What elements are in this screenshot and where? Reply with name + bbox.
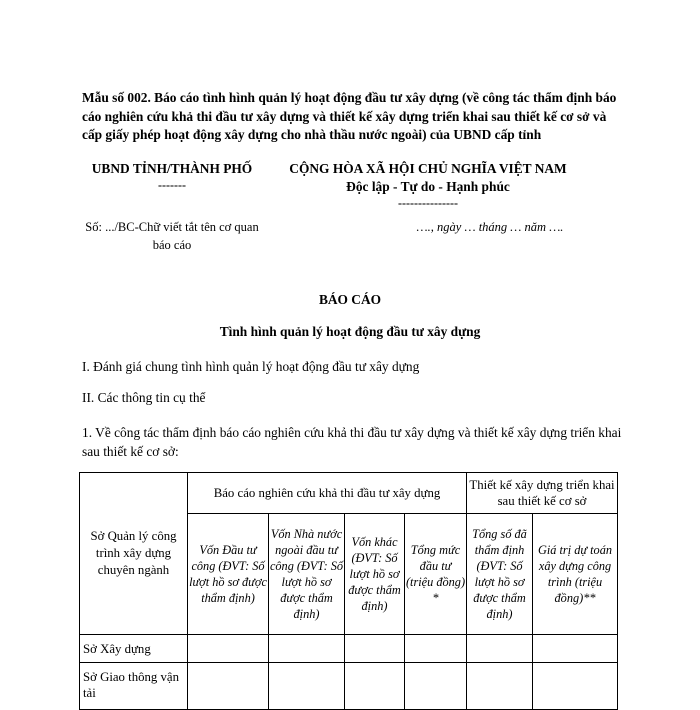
row-header-cell: Sở Quản lý công trình xây dựng chuyên ngành bbox=[80, 473, 188, 635]
table-cell bbox=[269, 663, 345, 710]
report-subheading: Tình hình quản lý hoạt động đầu tư xây dựng bbox=[219, 324, 481, 339]
other-capital-header: Vốn khác (ĐVT: Số lượt hồ sơ được thẩm định) bbox=[345, 514, 405, 635]
issuing-authority: UBND TỈNH/THÀNH PHỐ bbox=[91, 161, 253, 176]
authority-separator: ------- bbox=[158, 178, 186, 192]
table-cell bbox=[269, 635, 345, 663]
issuing-authority-block bbox=[80, 160, 264, 192]
report-heading: BÁO CÁO bbox=[318, 292, 382, 307]
non-public-state-capital-header: Vốn Nhà nước ngoài đầu tư công (ĐVT: Số lượt hồ sơ được thẩm định) bbox=[269, 514, 345, 635]
construction-estimate-header: Giá trị dự toán xây dựng công trình (triệu đồng)** bbox=[533, 514, 618, 635]
table-cell bbox=[467, 663, 533, 710]
table-cell bbox=[533, 635, 618, 663]
total-appraised-header: Tổng số đã thẩm định (ĐVT: Số lượt hồ sơ được thẩm định) bbox=[467, 514, 533, 635]
form-title: Mẫu số 002. Báo cáo tình hình quản lý hoạt động đầu tư xây dựng (về công tác thẩm định báo cáo nghiên cứu khả thi đầu tư xây dựng và thiết kế xây dựng triển khai sau thiết kế cơ sở và cấp giấy phép hoạt động xây dựng cho nhà thầu nước ngoài) của UBND cấp tỉnh bbox=[82, 90, 617, 142]
row-label: Sở Giao thông vận tải bbox=[80, 663, 188, 710]
section-general-assessment: I. Đánh giá chung tình hình quản lý hoạt động đầu tư xây dựng bbox=[82, 359, 420, 374]
table-cell bbox=[405, 663, 467, 710]
table-cell bbox=[405, 635, 467, 663]
feasibility-study-group-header: Báo cáo nghiên cứu khả thi đầu tư xây dựng bbox=[188, 473, 467, 514]
report-table bbox=[79, 472, 618, 710]
table-row bbox=[80, 635, 618, 663]
national-title: CỘNG HÒA XÃ HỘI CHỦ NGHĨA VIỆT NAM bbox=[289, 161, 567, 176]
table-cell bbox=[188, 663, 269, 710]
national-motto: Độc lập - Tự do - Hạnh phúc bbox=[346, 179, 510, 194]
item-appraisal: 1. Về công tác thẩm định báo cáo nghiên cứu khả thi đầu tư xây dựng và thiết kế xây dựng triển khai sau thiết kế cơ sở: bbox=[82, 425, 622, 459]
document-date: …., ngày … tháng … năm …. bbox=[416, 220, 564, 234]
table-cell bbox=[467, 635, 533, 663]
table-cell bbox=[188, 635, 269, 663]
public-investment-capital-header: Vốn Đầu tư công (ĐVT: Số lượt hồ sơ được thẩm định) bbox=[188, 514, 269, 635]
table-cell bbox=[345, 663, 405, 710]
table-cell bbox=[345, 635, 405, 663]
motto-separator: --------------- bbox=[398, 196, 458, 210]
document-number: Số: .../BC-Chữ viết tắt tên cơ quan báo cáo bbox=[85, 220, 259, 252]
table-cell bbox=[533, 663, 618, 710]
national-header-block bbox=[268, 160, 588, 210]
row-label: Sở Xây dựng bbox=[80, 635, 188, 663]
total-investment-header: Tổng mức đầu tư (triệu đồng) * bbox=[405, 514, 467, 635]
section-specific-information: II. Các thông tin cụ thể bbox=[82, 390, 206, 405]
detailed-design-group-header: Thiết kế xây dựng triển khai sau thiết kế cơ sở bbox=[467, 473, 618, 514]
table-row bbox=[80, 663, 618, 710]
